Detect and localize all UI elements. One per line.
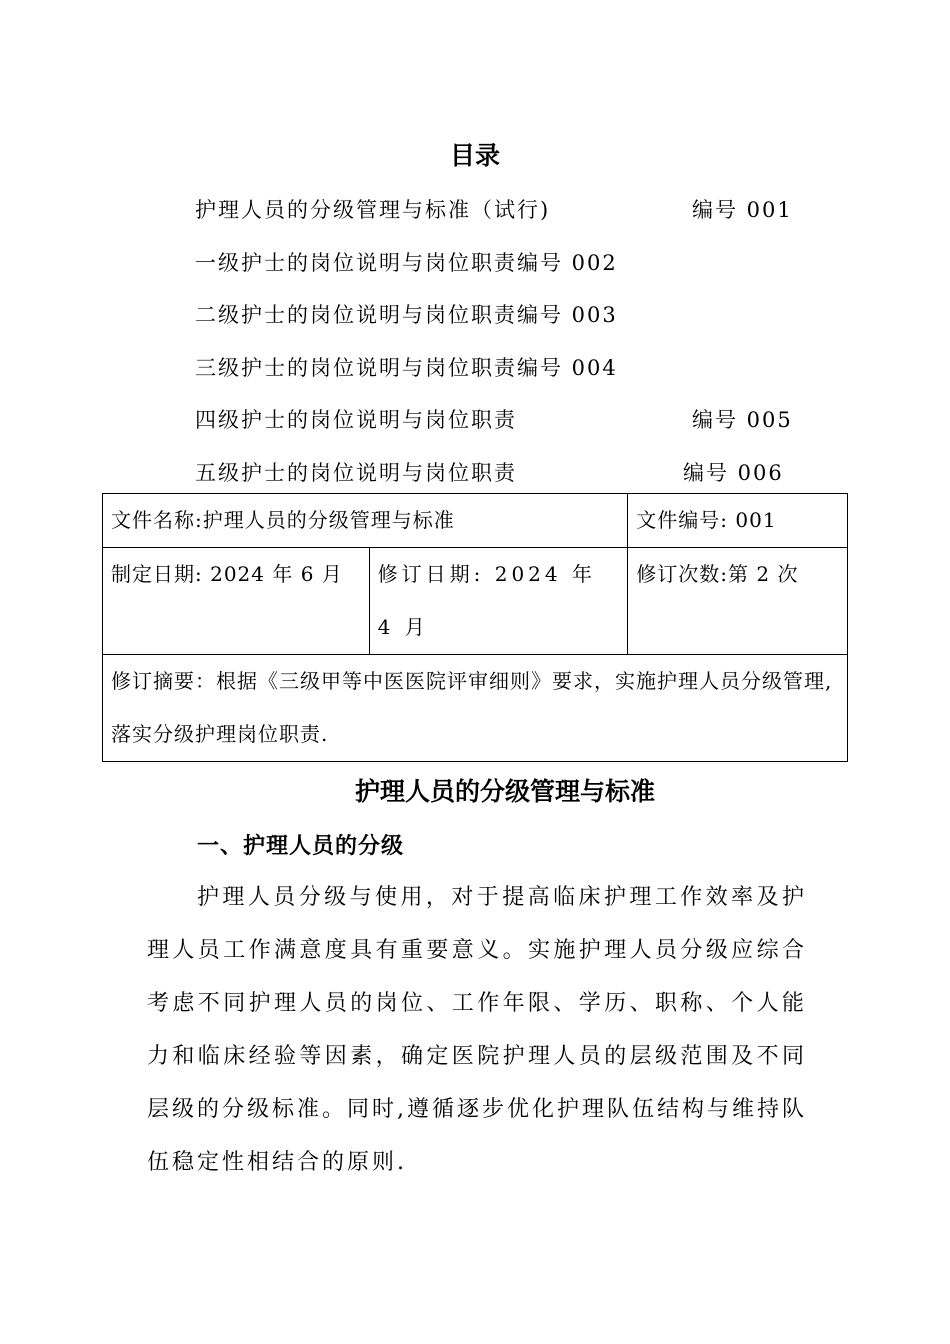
toc-title: 目录: [449, 141, 500, 170]
toc-item-3: 二级护士的岗位说明与岗位职责编号 003: [195, 303, 618, 327]
toc-item-5-number: 编号 005: [692, 408, 793, 432]
section-heading: 一、护理人员的分级: [197, 833, 405, 859]
toc-item-2: 一级护士的岗位说明与岗位职责编号 002: [195, 251, 618, 275]
toc-item-1: 护理人员的分级管理与标准（试行): [195, 198, 551, 222]
toc-item-5: 四级护士的岗位说明与岗位职责: [195, 408, 517, 432]
revision-count-cell: 修订次数:第 2 次: [628, 548, 848, 655]
document-title: 护理人员的分级管理与标准: [354, 777, 655, 806]
revised-date-cell: 修订日期: 2024 年 4 月: [369, 548, 628, 655]
toc-item-6: 五级护士的岗位说明与岗位职责: [195, 461, 517, 485]
file-number-cell: 文件编号: 001: [628, 494, 848, 548]
created-date-cell: 制定日期: 2024 年 6 月: [103, 548, 370, 655]
body-paragraph: 护理人员分级与使用，对于提高临床护理工作效率及护理人员工作满意度具有重要意义。实施护理人员分级应综合考虑不同护理人员的岗位、工作年限、学历、职称、个人能力和临床经验等因素，确定医院护理人员的层级范围及不同层级的分级标准。同时,遵循逐步优化护理队伍结构与维持队伍稳定性相结合的原则.: [147, 885, 807, 1175]
toc-item-6-number: 编号 006: [683, 461, 784, 485]
toc-item-1-number: 编号 001: [692, 198, 793, 222]
toc-item-4: 三级护士的岗位说明与岗位职责编号 004: [195, 356, 618, 380]
revision-summary-cell: 修订摘要：根据《三级甲等中医医院评审细则》要求，实施护理人员分级管理,落实分级护理岗位职责.: [103, 655, 848, 762]
document-control-table: [102, 493, 848, 762]
file-name-cell: 文件名称:护理人员的分级管理与标准: [103, 494, 628, 548]
